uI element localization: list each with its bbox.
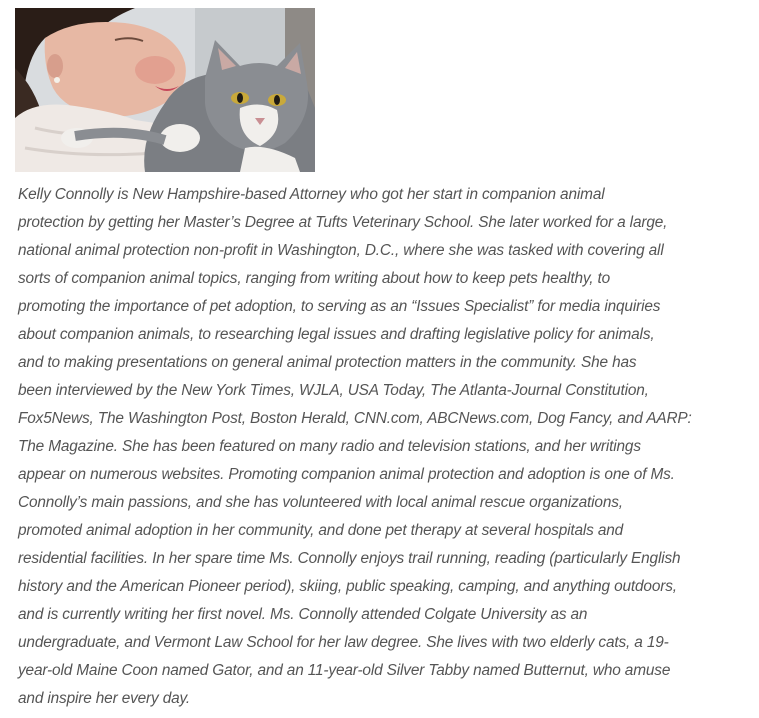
bio-line: and is currently writing her first novel. Ms. Connolly attended Colgate University as an [18, 606, 588, 623]
bio-line: national animal protection non-profit in Washington, D.C., where she was tasked with covering all [18, 242, 664, 259]
bio-line: promoted animal adoption in her community, and done pet therapy at several hospitals and [18, 522, 624, 539]
bio-line: Connolly’s main passions, and she has volunteered with local animal rescue organizations, [18, 494, 623, 511]
bio-line: Fox5News, The Washington Post, Boston Herald, CNN.com, ABCNews.com, Dog Fancy, and AARP: [18, 410, 692, 427]
bio-line: year-old Maine Coon named Gator, and an 11-year-old Silver Tabby named Butternut, who amuse [18, 662, 671, 679]
bio-line: residential facilities. In her spare time Ms. Connolly enjoys trail running, reading (particularly English [18, 550, 681, 567]
bio-line: protection by getting her Master’s Degree at Tufts Veterinary School. She later worked for a large, [18, 214, 668, 231]
author-photo [15, 8, 315, 172]
bio-line: undergraduate, and Vermont Law School for her law degree. She lives with two elderly cats, a 19- [18, 634, 669, 651]
bio-line: about companion animals, to researching legal issues and drafting legislative policy for animals, [18, 326, 655, 343]
bio-line: Kelly Connolly is New Hampshire-based Attorney who got her start in companion animal [18, 186, 605, 203]
bio-line: and to making presentations on general animal protection matters in the community. She has [18, 354, 637, 371]
bio-line: and inspire her every day. [18, 690, 191, 707]
bio-line: sorts of companion animal topics, ranging from writing about how to keep pets healthy, to [18, 270, 611, 287]
author-bio [18, 181, 756, 713]
bio-line: been interviewed by the New York Times, WJLA, USA Today, The Atlanta-Journal Constitution, [18, 382, 649, 399]
bio-line: The Magazine. She has been featured on many radio and television stations, and her writings [18, 438, 641, 455]
bio-line: appear on numerous websites. Promoting companion animal protection and adoption is one of Ms. [18, 466, 675, 483]
bio-line: history and the American Pioneer period), skiing, public speaking, camping, and anything outdoors, [18, 578, 677, 595]
bio-line: promoting the importance of pet adoption, to serving as an “Issues Specialist” for media inquiries [18, 298, 661, 315]
